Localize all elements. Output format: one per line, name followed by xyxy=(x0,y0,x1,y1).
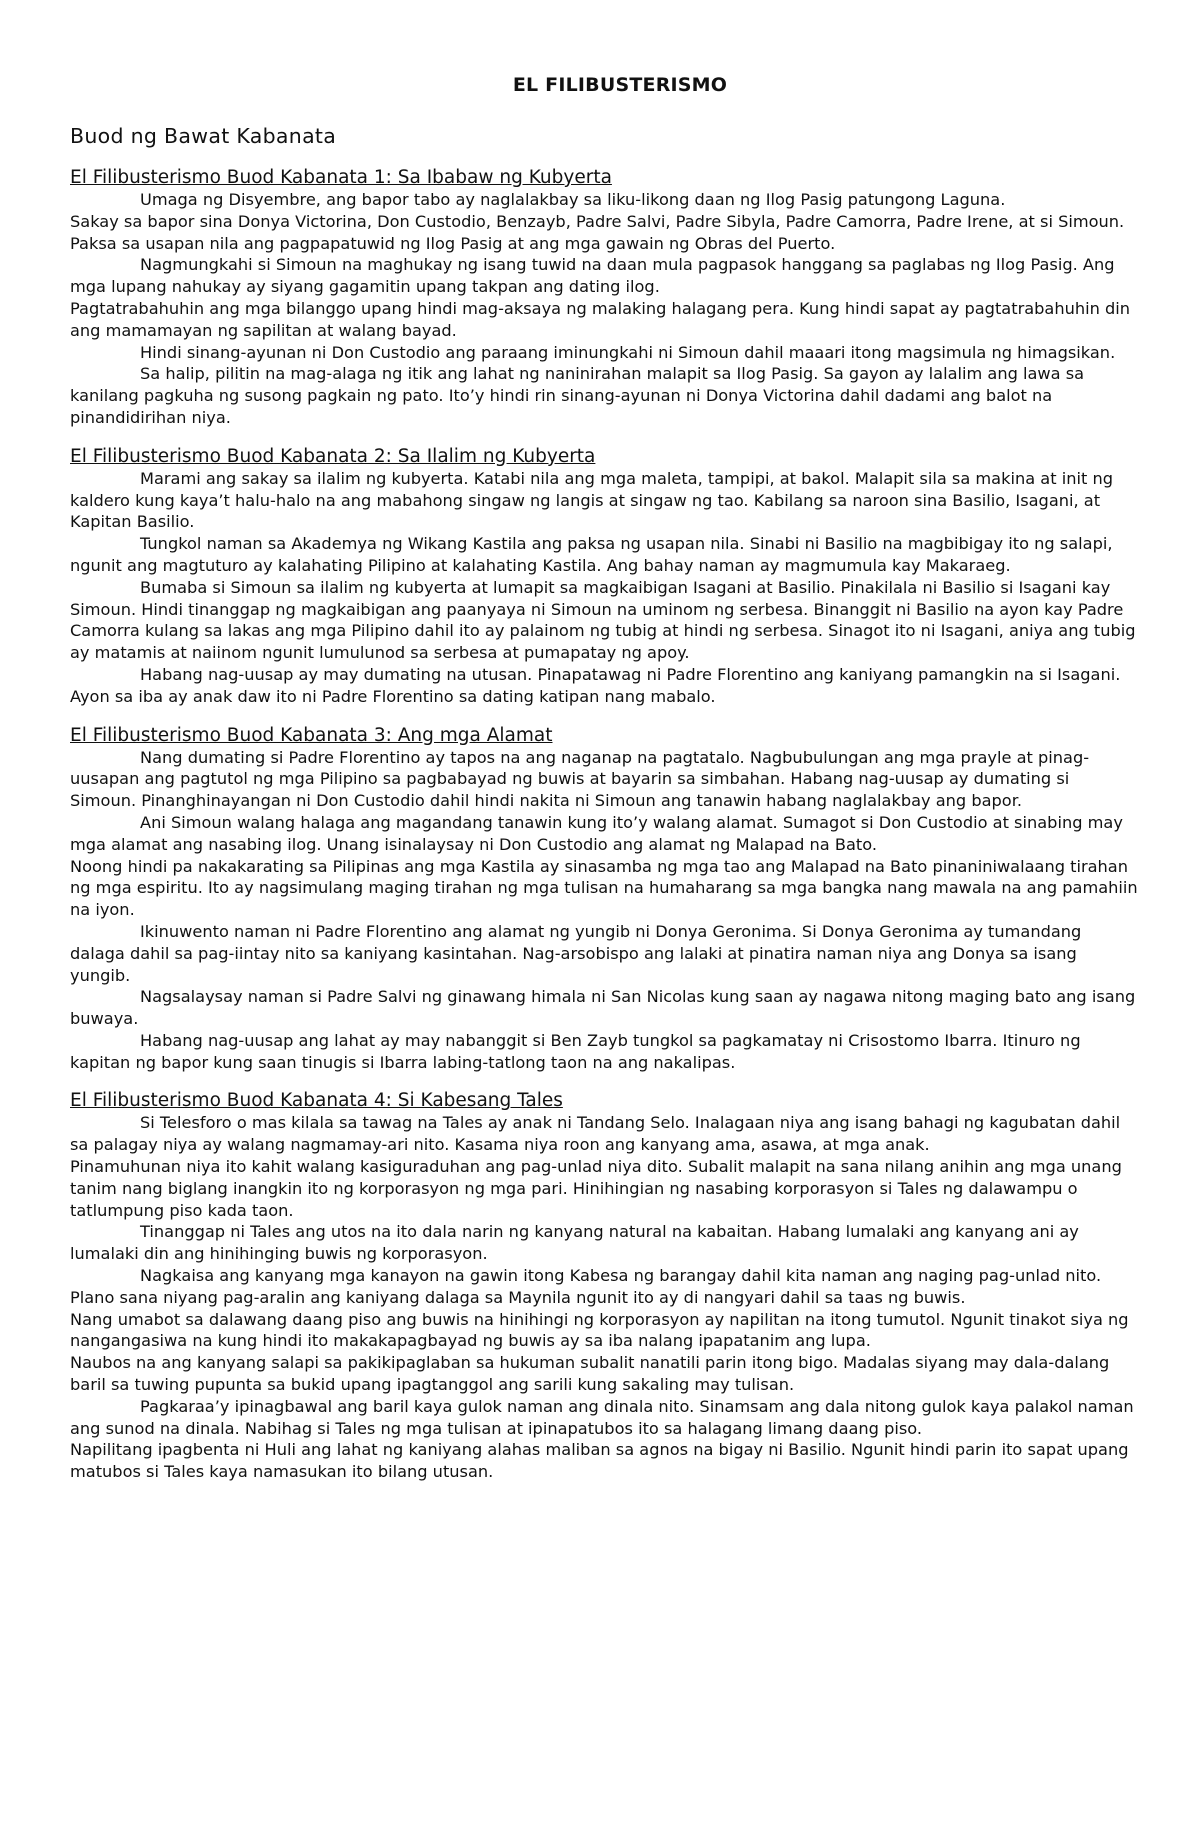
document-title: EL FILIBUSTERISMO xyxy=(512,74,728,96)
paragraph: Si Telesforo o mas kilala sa tawag na Tales ay anak ni Tandang Selo. Inalagaan niya ang isang bahagi ng kagubatan dahil sa palagay niya ay walang nagmamay-ari nito. Kasama niya roon ang kanyang ama, asawa, at mga anak. xyxy=(70,1113,1121,1155)
paragraph: Noong hindi pa nakakarating sa Pilipinas ang mga Kastila ay sinasamba ng mga tao ang Malapad na Bato pinaniniwalaang tirahan ng mga espiritu. Ito ay nagsimulang maging tirahan ng mga tulisan na humaharang sa mga bangka nang mawala na ang pamahiin na iyon. xyxy=(70,856,1138,920)
chapter-heading: El Filibusterismo Buod Kabanata 2: Sa Ilalim ng Kubyerta xyxy=(70,445,596,467)
paragraph: Pagkaraa’y ipinagbawal ang baril kaya gulok naman ang dinala nito. Sinamsam ang dala nitong gulok kaya palakol naman ang sunod na dinala. Nabihag si Tales ng mga tulisan at ipinapatubos ito sa halagang limang daang piso. xyxy=(70,1396,1134,1438)
paragraph: Napilitang ipagbenta ni Huli ang lahat ng kaniyang alahas maliban sa agnos na bigay ni Basilio. Ngunit hindi parin ito sapat upang matubos si Tales kaya namasukan ito bilang utusan. xyxy=(70,1440,1129,1482)
paragraph: Nagmungkahi si Simoun na maghukay ng isang tuwid na daan mula pagpasok hanggang sa paglabas ng Ilog Pasig. Ang mga lupang nahukay ay siyang gagamitin upang takpan ang dating ilog. xyxy=(70,255,1115,297)
chapter-section xyxy=(70,725,1140,1074)
paragraph: Sakay sa bapor sina Donya Victorina, Don Custodio, Benzayb, Padre Salvi, Padre Sibyla, Padre Camorra, Padre Irene, at si Simoun. Paksa sa usapan nila ang pagpapatuwid ng Ilog Pasig at ang mga gawain ng Obras del Puerto. xyxy=(70,211,1125,253)
paragraph: Habang nag-uusap ay may dumating na utusan. Pinapatawag ni Padre Florentino ang kaniyang pamangkin na si Isagani. Ayon sa iba ay anak daw ito ni Padre Florentino sa dating katipan nang mabalo. xyxy=(70,664,1121,706)
paragraph: Umaga ng Disyembre, ang bapor tabo ay naglalakbay sa liku-likong daan ng Ilog Pasig patungong Laguna. xyxy=(140,190,1006,209)
paragraph: Nang dumating si Padre Florentino ay tapos na ang naganap na pagtatalo. Nagbubulungan ang mga prayle at pinag-uusapan ang pagtutol ng mga Pilipino sa pagbabayad ng buwis at bayarin sa simbahan. Habang nag-uusap ay dumating si Simoun. Pinanghinayangan ni Don Custodio dahil hindi nakita ni Simoun ang tanawin habang naglalakbay ang bapor. xyxy=(70,747,1090,811)
chapters-container xyxy=(70,167,1140,1483)
paragraph: Nagkaisa ang kanyang mga kanayon na gawin itong Kabesa ng barangay dahil kita naman ang naging pag-unlad nito. Plano sana niyang pag-aralin ang kaniyang dalaga sa Maynila ngunit ito ay di nangyari dahil sa taas ng buwis. xyxy=(70,1266,1102,1307)
document-subtitle: Buod ng Bawat Kabanata xyxy=(70,124,337,148)
paragraph: Ikinuwento naman ni Padre Florentino ang alamat ng yungib ni Donya Geronima. Si Donya Geronima ay tumandang dalaga dahil sa pag-iintay nito sa kaniyang kasintahan. Nag-arsobispo ang lalaki at pinatira naman niya ang Donya sa isang yungib. xyxy=(70,921,1082,985)
chapter-section xyxy=(70,167,1140,429)
paragraph: Tinanggap ni Tales ang utos na ito dala narin ng kanyang natural na kabaitan. Habang lumalaki ang kanyang ani ay lumalaki din ang hinihinging buwis ng korporasyon. xyxy=(70,1222,1079,1264)
paragraph: Nang umabot sa dalawang daang piso ang buwis na hinihingi ng korporasyon ay napilitan na itong tumutol. Ngunit tinakot siya ng nangangasiwa na kung hindi ito makakapagbayad ng buwis ay sa iba nalang ipapatanim ang lupa. xyxy=(70,1309,1129,1351)
paragraph: Pagtatrabahuhin ang mga bilanggo upang hindi mag-aksaya ng malaking halagang pera. Kung hindi sapat ay pagtatrabahuhin din ang mamamayan ng sapilitan at walang bayad. xyxy=(70,298,1131,340)
paragraph: Bumaba si Simoun sa ilalim ng kubyerta at lumapit sa magkaibigan Isagani at Basilio. Pinakilala ni Basilio si Isagani kay Simoun. Hindi tinanggap ng magkaibigan ang paanyaya ni Simoun na uminom ng serbesa. Binanggit ni Basilio na ayon kay Padre Camorra kulang sa lakas ang mga Pilipino dahil ito ay palainom ng tubig at hindi ng serbesa. Sinagot ito ni Isagani, aniya ang tubig ay matamis at naiinom ngunit lumulunod sa serbesa at pumapatay ng apoy. xyxy=(70,577,1136,663)
paragraph: Naubos na ang kanyang salapi sa pakikipaglaban sa hukuman subalit nanatili parin itong bigo. Madalas siyang may dala-dalang baril sa tuwing pupunta sa bukid upang ipagtanggol ang sarili kung sakaling may tulisan. xyxy=(70,1353,1110,1395)
paragraph: Nagsalaysay naman si Padre Salvi ng ginawang himala ni San Nicolas kung saan ay nagawa nitong maging bato ang isang buwaya. xyxy=(70,987,1136,1029)
chapter-heading: El Filibusterismo Buod Kabanata 1: Sa Ibabaw ng Kubyerta xyxy=(70,167,612,188)
paragraph: Sa halip, pilitin na mag-alaga ng itik ang lahat ng naninirahan malapit sa Ilog Pasig. Sa gayon ay lalalim ang lawa sa kanilang pagkuha ng susong pagkain ng pato. Ito’y hindi rin sinang-ayunan ni Donya Victorina dahil dadami ang balot na pinandidirihan niya. xyxy=(70,364,1085,427)
chapter-heading: El Filibusterismo Buod Kabanata 4: Si Kabesang Tales xyxy=(70,1090,563,1112)
chapter-section xyxy=(70,1090,1140,1483)
paragraph: Marami ang sakay sa ilalim ng kubyerta. Katabi nila ang mga maleta, tampipi, at bakol. Malapit sila sa makina at init ng kaldero kung kaya’t halu-halo na ang mabahong singaw ng langis at singaw ng tao. Kabilang sa naroon sina Basilio, Isagani, at Kapitan Basilio. xyxy=(70,468,1113,532)
paragraph: Pinamuhunan niya ito kahit walang kasiguraduhan ang pag-unlad niya dito. Subalit malapit na sana nilang anihin ang mga unang tanim nang biglang inangkin ito ng korporasyon ng mga pari. Hinihingian ng nasabing korporasyon si Tales ng dalawampu o tatlumpung piso kada taon. xyxy=(70,1157,1122,1220)
paragraph: Tungkol naman sa Akademya ng Wikang Kastila ang paksa ng usapan nila. Sinabi ni Basilio na magbibigay ito ng salapi, ngunit ang magtuturo ay kalahating Pilipino at kalahating Kastila. Ang bahay naman ay magmumula kay Makaraeg. xyxy=(70,534,1113,575)
paragraph: Hindi sinang-ayunan ni Don Custodio ang paraang iminungkahi ni Simoun dahil maaari itong magsimula ng himagsikan. xyxy=(140,342,1116,362)
chapter-section xyxy=(70,446,1140,708)
paragraph: Habang nag-uusap ang lahat ay may nabanggit si Ben Zayb tungkol sa pagkamatay ni Crisostomo Ibarra. Itinuro ng kapitan ng bapor kung saan tinugis si Ibarra labing-tatlong taon na ang nakalipas. xyxy=(70,1030,1081,1072)
chapter-heading: El Filibusterismo Buod Kabanata 3: Ang mga Alamat xyxy=(70,724,553,746)
paragraph: Ani Simoun walang halaga ang magandang tanawin kung ito’y walang alamat. Sumagot si Don Custodio at sinabing may mga alamat ang nasabing ilog. Unang isinalaysay ni Don Custodio ang alamat ng Malapad na Bato. xyxy=(70,812,1123,854)
